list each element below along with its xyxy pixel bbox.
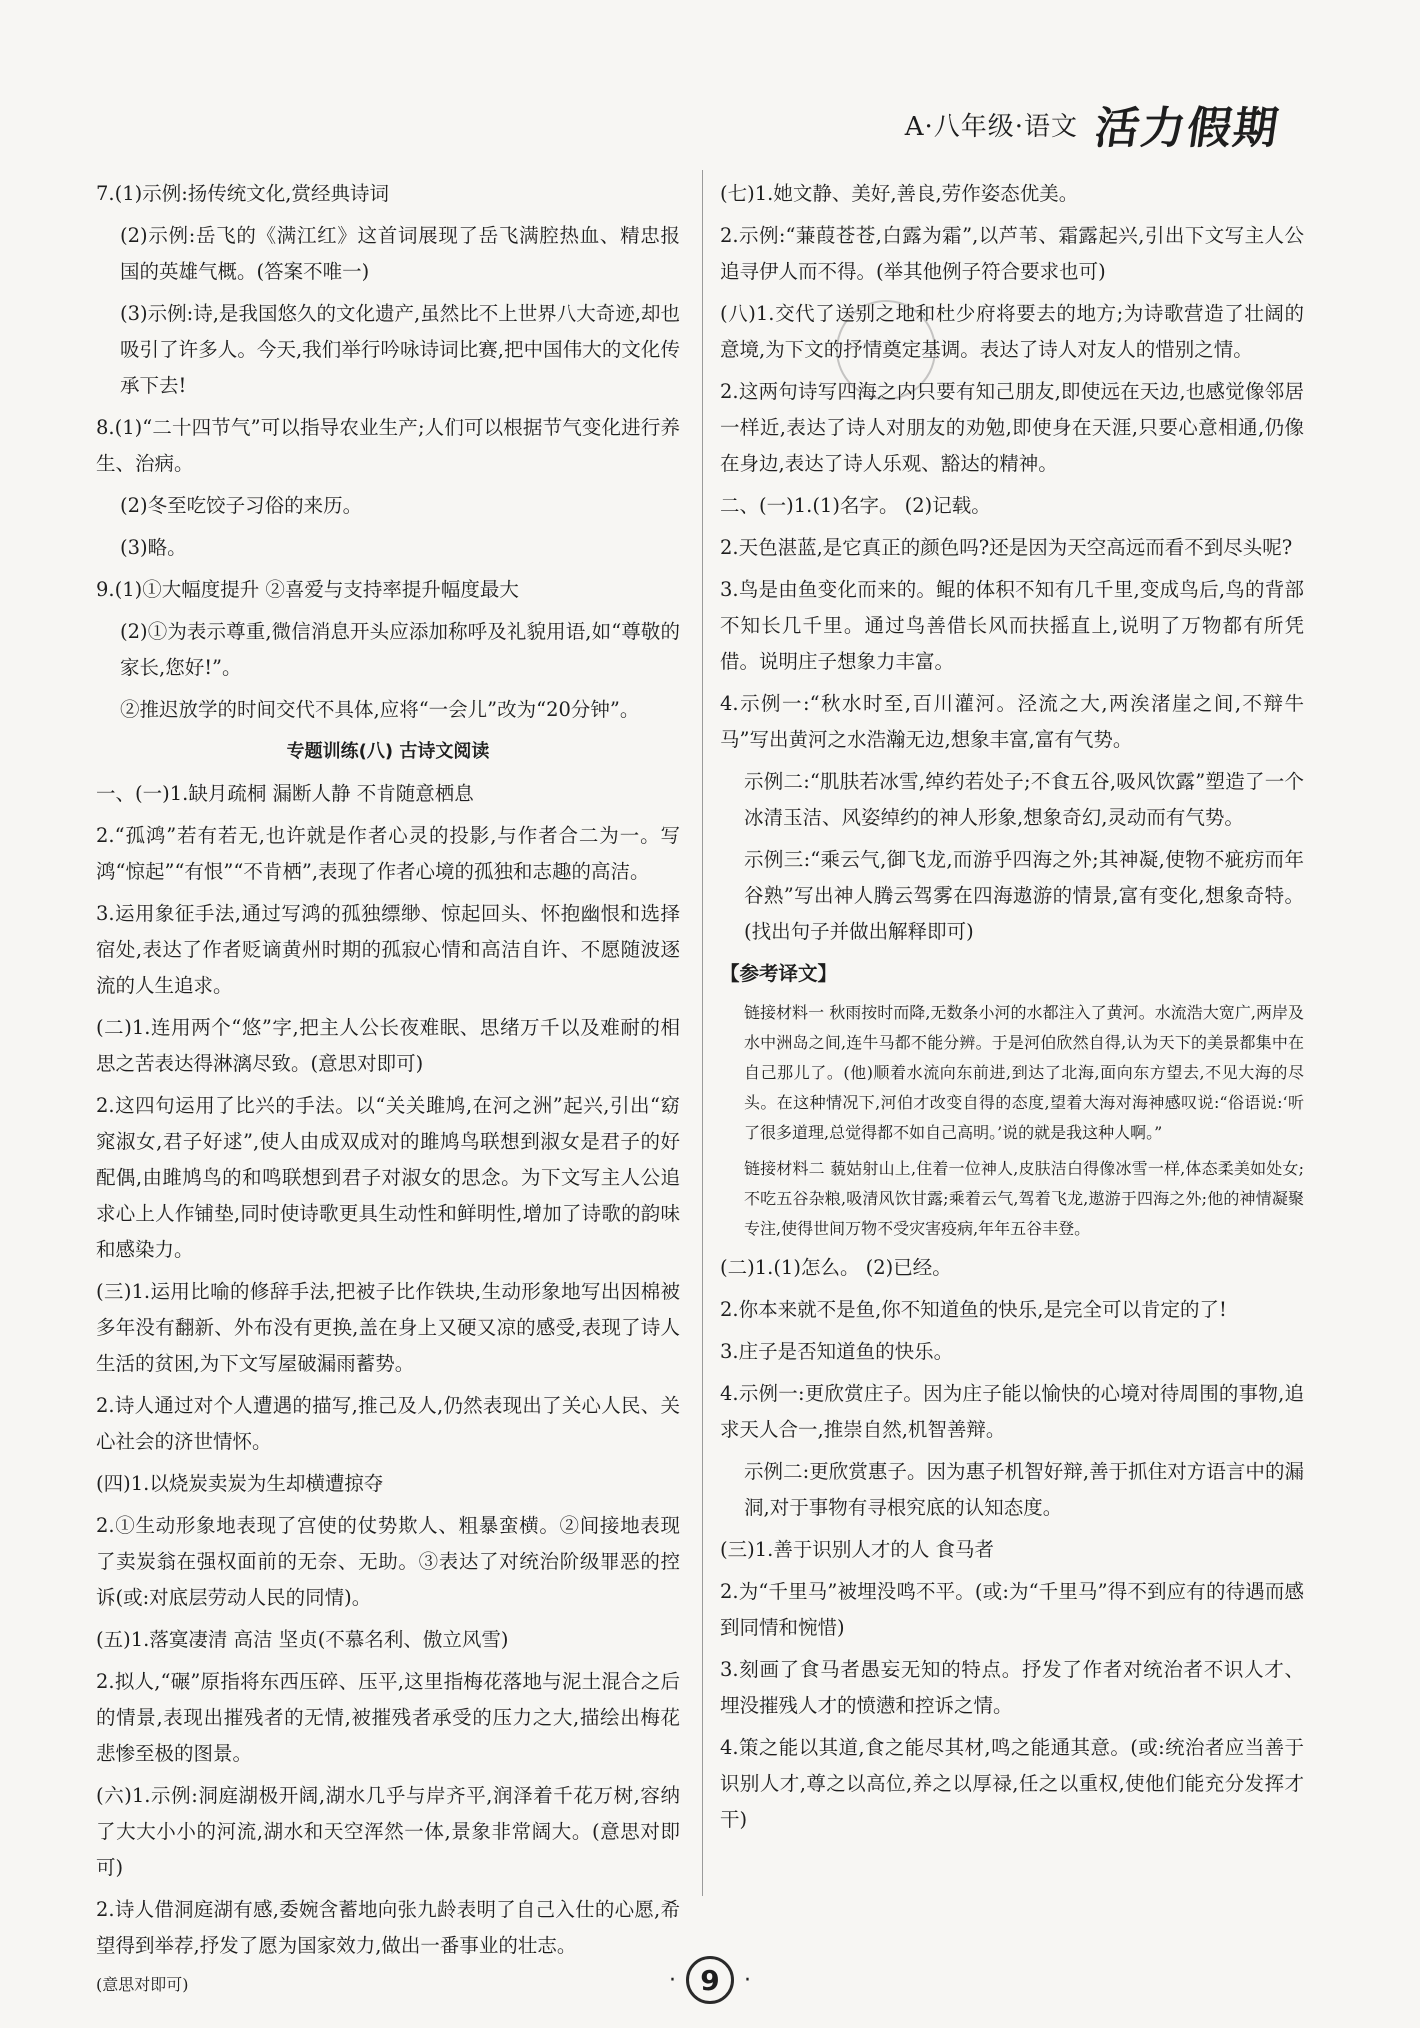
page-number-circle: 9 — [686, 1956, 734, 2004]
answer-paragraph: (3)示例:诗,是我国悠久的文化遗产,虽然比不上世界八大奇迹,却也吸引了许多人。今天,我们举行吟咏诗词比赛,把中国伟大的文化传承下去! — [120, 302, 680, 397]
right-column — [720, 176, 1304, 1844]
answer-paragraph: (六)1.示例:洞庭湖极开阔,湖水几乎与岸齐平,润泽着千花万树,容纳了大大小小的河流,湖水和天空浑然一体,景象非常阔大。(意思对即可) — [96, 1784, 680, 1879]
page-header — [904, 92, 1283, 156]
answer-paragraph: 3.鸟是由鱼变化而来的。鲲的体积不知有几千里,变成鸟后,鸟的背部不知长几千里。通过鸟善借长风而扶摇直上,说明了万物都有所凭借。说明庄子想象力丰富。 — [720, 578, 1304, 673]
answer-paragraph: 2.拟人,“碾”原指将东西压碎、压平,这里指梅花落地与泥土混合之后的情景,表现出摧残者的无情,被摧残者承受的压力之大,描绘出梅花悲惨至极的图景。 — [96, 1670, 680, 1765]
answer-paragraph: 2.天色湛蓝,是它真正的颜色吗?还是因为天空高远而看不到尽头呢? — [720, 536, 1293, 559]
answer-paragraph: 4.示例一:更欣赏庄子。因为庄子能以愉快的心境对待周围的事物,追求天人合一,推崇自然,机智善辩。 — [720, 1382, 1304, 1441]
answer-paragraph: 2.这两句诗写四海之内只要有知己朋友,即使远在天边,也感觉像邻居一样近,表达了诗人对朋友的劝勉,即使身在天涯,只要心意相通,仍像在身边,表达了诗人乐观、豁达的精神。 — [720, 380, 1304, 475]
answer-paragraph: 示例三:“乘云气,御飞龙,而游乎四海之外;其神凝,使物不疵疠而年谷熟”写出神人腾云驾雾在四海遨游的情景,富有变化,想象奇特。(找出句子并做出解释即可) — [744, 848, 1304, 943]
answer-paragraph: 2.你本来就不是鱼,你不知道鱼的快乐,是完全可以肯定的了! — [720, 1298, 1227, 1321]
page-dot-left: · — [669, 1967, 676, 1993]
answer-paragraph: (四)1.以烧炭卖炭为生却横遭掠夺 — [96, 1472, 384, 1495]
answer-paragraph: 2.为“千里马”被埋没鸣不平。(或:为“千里马”得不到应有的待遇而感到同情和惋惜) — [720, 1580, 1304, 1639]
column-divider — [702, 170, 703, 1896]
page-number — [620, 1955, 800, 2005]
answer-paragraph: 一、(一)1.缺月疏桐 漏断人静 不肯随意栖息 — [96, 782, 474, 805]
answer-paragraph: (2)①为表示尊重,微信消息开头应添加称呼及礼貌用语,如“尊敬的家长,您好!”。 — [120, 620, 680, 679]
answer-paragraph: (二)1.(1)怎么。 (2)已经。 — [720, 1256, 952, 1279]
answer-paragraph: 3.庄子是否知道鱼的快乐。 — [720, 1340, 954, 1363]
brand-logo: 活力假期 — [1091, 103, 1283, 154]
answer-paragraph: ②推迟放学的时间交代不具体,应将“一会儿”改为“20分钟”。 — [120, 698, 640, 721]
left-column — [96, 176, 680, 2006]
answer-paragraph: 2.诗人借洞庭湖有感,委婉含蓄地向张九龄表明了自己入仕的心愿,希望得到举荐,抒发了愿为国家效力,做出一番事业的壮志。 — [96, 1898, 680, 1957]
answer-paragraph: 3.运用象征手法,通过写鸿的孤独缥缈、惊起回头、怀抱幽恨和选择宿处,表达了作者贬谪黄州时期的孤寂心情和高洁自许、不愿随波逐流的人生追求。 — [96, 902, 680, 997]
answer-paragraph: (八)1.交代了送别之地和杜少府将要去的地方;为诗歌营造了壮阔的意境,为下文的抒情奠定基调。表达了诗人对友人的惜别之情。 — [720, 302, 1304, 361]
answer-paragraph: 2.①生动形象地表现了宫使的仗势欺人、粗暴蛮横。②间接地表现了卖炭翁在强权面前的无奈、无助。③表达了对统治阶级罪恶的控诉(或:对底层劳动人民的同情)。 — [96, 1514, 680, 1609]
answer-paragraph: 二、(一)1.(1)名字。 (2)记载。 — [720, 494, 991, 517]
answer-paragraph: 4.策之能以其道,食之能尽其材,鸣之能通其意。(或:统治者应当善于识别人才,尊之以高位,养之以厚禄,任之以重权,使他们能充分发挥才干) — [720, 1736, 1304, 1831]
answer-paragraph: (七)1.她文静、美好,善良,劳作姿态优美。 — [720, 182, 1079, 205]
answer-paragraph: (三)1.运用比喻的修辞手法,把被子比作铁块,生动形象地写出因棉被多年没有翻新、外布没有更换,盖在身上又硬又凉的感受,表现了诗人生活的贫困,为下文写屋破漏雨蓄势。 — [96, 1280, 680, 1375]
answer-paragraph: (五)1.落寞凄清 高洁 坚贞(不慕名利、傲立风雪) — [96, 1628, 509, 1651]
answer-paragraph: (意思对即可) — [96, 1975, 189, 1994]
answer-paragraph: 示例二:更欣赏惠子。因为惠子机智好辩,善于抓住对方语言中的漏洞,对于事物有寻根究底的认知态度。 — [744, 1460, 1304, 1519]
answer-paragraph: 链接材料一 秋雨按时而降,无数条小河的水都注入了黄河。水流浩大宽广,两岸及水中洲岛之间,连牛马都不能分辨。于是河伯欣然自得,认为天下的美景都集中在自己那儿了。(他)顺着水流向东前进,到达了北海,面向东方望去,不见大海的尽头。在这种情况下,河伯才改变自得的态度,望着大海对海神感叹说:“俗语说:‘听了很多道理,总觉得都不如自己高明。’说的就是我这种人啊。” — [744, 1003, 1304, 1142]
answer-paragraph: 9.(1)①大幅度提升 ②喜爱与支持率提升幅度最大 — [96, 578, 519, 601]
edition-label: A·八年级·语文 — [904, 111, 1078, 142]
answer-paragraph: 2.这四句运用了比兴的手法。以“关关雎鸠,在河之洲”起兴,引出“窈窕淑女,君子好逑”,使人由成双成对的雎鸠鸟联想到淑女是君子的好配偶,由雎鸠鸟的和鸣联想到君子对淑女的思念。为下文写主人公追求心上人作铺垫,同时使诗歌更具生动性和鲜明性,增加了诗歌的韵味和感染力。 — [96, 1094, 680, 1261]
answer-paragraph: 7.(1)示例:扬传统文化,赏经典诗词 — [96, 182, 389, 205]
answer-paragraph: (2)冬至吃饺子习俗的来历。 — [120, 494, 363, 517]
answer-paragraph: 2.“孤鸿”若有若无,也许就是作者心灵的投影,与作者合二为一。写鸿“惊起”“有恨”“不肯栖”,表现了作者心境的孤独和志趣的高洁。 — [96, 824, 680, 883]
answer-paragraph: (二)1.连用两个“悠”字,把主人公长夜难眠、思绪万千以及难耐的相思之苦表达得淋漓尽致。(意思对即可) — [96, 1016, 680, 1075]
answer-paragraph: (3)略。 — [120, 536, 187, 559]
answer-paragraph: (2)示例:岳飞的《满江红》这首词展现了岳飞满腔热血、精忠报国的英雄气概。(答案不唯一) — [120, 224, 680, 283]
answer-paragraph: (三)1.善于识别人才的人 食马者 — [720, 1538, 995, 1561]
answer-paragraph: 2.示例:“蒹葭苍苍,白露为霜”,以芦苇、霜露起兴,引出下文写主人公追寻伊人而不得。(举其他例子符合要求也可) — [720, 224, 1304, 283]
answer-paragraph: 8.(1)“二十四节气”可以指导农业生产;人们可以根据节气变化进行养生、治病。 — [96, 416, 680, 475]
answer-paragraph: 【参考译文】 — [720, 962, 838, 985]
answer-paragraph: 示例二:“肌肤若冰雪,绰约若处子;不食五谷,吸风饮露”塑造了一个冰清玉洁、风姿绰约的神人形象,想象奇幻,灵动而有气势。 — [744, 770, 1304, 829]
page-dot-right: · — [744, 1967, 751, 1993]
answer-paragraph: 链接材料二 藐姑射山上,住着一位神人,皮肤洁白得像冰雪一样,体态柔美如处女;不吃五谷杂粮,吸清风饮甘露;乘着云气,驾着飞龙,遨游于四海之外;他的神情凝聚专注,使得世间万物不受灾害疫病,年年五谷丰登。 — [744, 1159, 1304, 1238]
answer-paragraph: 4.示例一:“秋水时至,百川灌河。泾流之大,两涘渚崖之间,不辩牛马”写出黄河之水浩瀚无边,想象丰富,富有气势。 — [720, 692, 1304, 751]
answer-paragraph: 3.刻画了食马者愚妄无知的特点。抒发了作者对统治者不识人才、埋没摧残人才的愤懑和控诉之情。 — [720, 1658, 1304, 1717]
answer-paragraph: 2.诗人通过对个人遭遇的描写,推己及人,仍然表现出了关心人民、关心社会的济世情怀。 — [96, 1394, 680, 1453]
answer-paragraph: 专题训练(八) 古诗文阅读 — [286, 741, 490, 762]
